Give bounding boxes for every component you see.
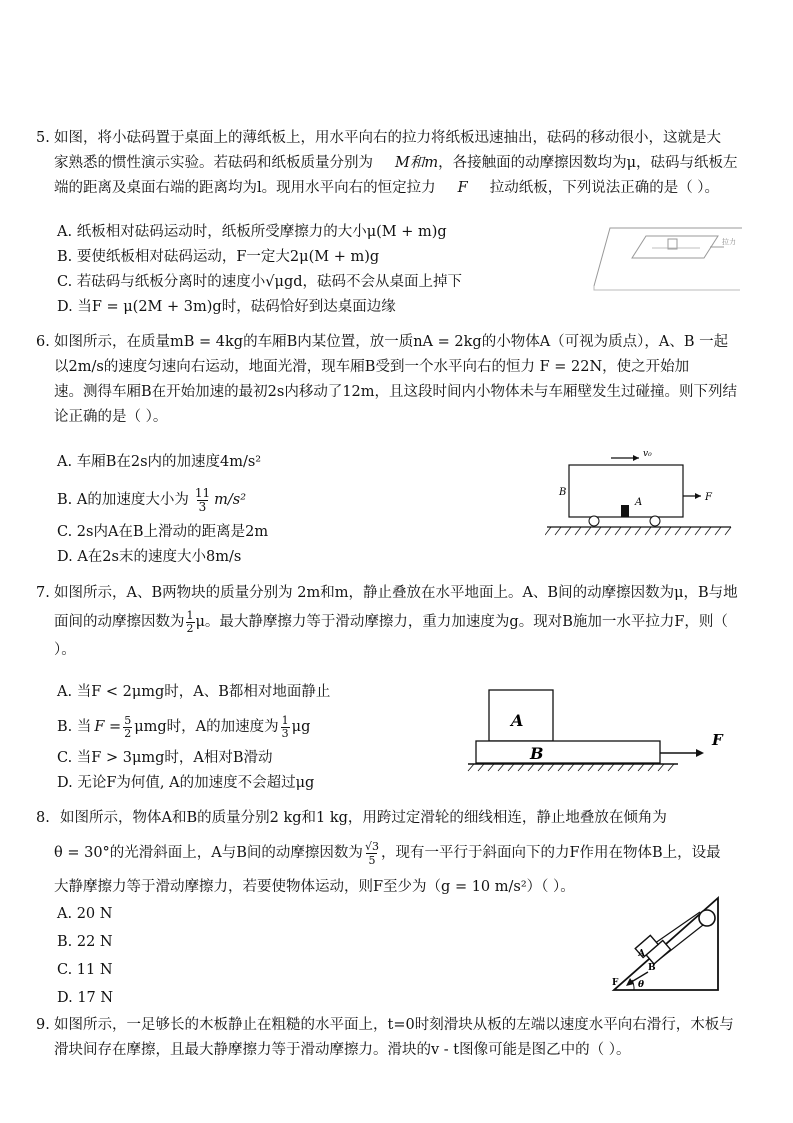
q8-text: 大静摩擦力等于滑动摩擦力，若要使物体运动，则F至少为（g = 10 m/s²）（ ）。 <box>54 879 575 895</box>
option-c[interactable]: C. 当F > 3μmg时，A相对B滑动 <box>57 750 273 766</box>
B-label: B <box>648 963 656 973</box>
option-b[interactable] <box>57 480 268 520</box>
fraction <box>365 840 379 867</box>
unit: m/s² <box>214 491 247 508</box>
question-6 <box>36 330 748 430</box>
option-b[interactable]: B. 22 N <box>57 934 113 950</box>
question-number: 9. <box>36 1017 50 1033</box>
fraction-den: 5 <box>368 853 376 867</box>
option-d[interactable]: D. 无论F为何值, A的加速度不会超过μg <box>57 775 315 791</box>
fraction-den: 2 <box>124 726 132 740</box>
q5-var-masses: M和m <box>395 155 439 171</box>
question-number: 8. <box>36 810 50 826</box>
fraction-num: 1 <box>186 608 194 622</box>
question-7 <box>36 581 748 663</box>
q5-var-F: F <box>457 180 468 196</box>
q7-figure <box>464 687 736 775</box>
q5-options <box>57 220 462 320</box>
fraction <box>186 610 195 635</box>
question-number: 6. <box>36 334 50 350</box>
q6-text: 以2m/s的速度匀速向右运动，地面光滑，现车厢B受到一个水平向右的恒力 F = 22N，使之开始加 <box>54 359 690 375</box>
q7-text: 如图所示，A、B两物块的质量分别为 2m和m，静止叠放在水平地面上。A、B间的动摩擦因数为μ，B与地 <box>54 585 738 601</box>
fraction-num: 5 <box>124 713 132 727</box>
B-label: B <box>530 744 544 763</box>
fraction <box>195 487 210 514</box>
q5-text: ，各接触面的动摩擦因数均为μ，砝码与纸板左 <box>438 155 738 171</box>
option-c[interactable]: C. 11 N <box>57 962 113 978</box>
fraction-num: 1 <box>281 713 289 727</box>
q6-text: 如图所示，在质量mB = 4kg的车厢B内某位置，放一质nA = 2kg的小物体A（可视为质点），A、B 一起 <box>54 334 729 350</box>
option-d[interactable]: D. A在2s末的速度大小8m/s <box>57 549 242 565</box>
q6-text: 论正确的是（ ）。 <box>54 409 168 425</box>
q8-text: 如图所示，物体A和B的质量分别2 kg和1 kg，用跨过定滑轮的细线相连，静止地叠放在倾角为 <box>60 810 667 826</box>
option-c[interactable]: C. 若砝码与纸板分离时的速度小√μgd，砝码不会从桌面上掉下 <box>57 274 463 290</box>
option-a[interactable]: A. 20 N <box>57 906 113 922</box>
pull-label: 拉力 <box>722 238 736 246</box>
A-label: A <box>511 711 524 730</box>
q5-text: 拉动纸板，下列说法正确的是（ ）。 <box>489 180 720 196</box>
option-b-end: μg <box>291 718 311 735</box>
q7-text: 面间的动摩擦因数为 <box>54 613 185 630</box>
option-b[interactable] <box>57 708 330 746</box>
fraction-den: 3 <box>281 726 289 740</box>
question-number: 5. <box>36 130 50 146</box>
q7-options <box>57 680 330 796</box>
question-8 <box>36 806 748 900</box>
question-9 <box>36 1013 748 1063</box>
option-b-mid: μmg时，A的加速度为 <box>134 718 279 735</box>
q8-text: θ = 30°的光滑斜面上，A与B间的动摩擦因数为 <box>54 844 363 861</box>
q5-text: 如图，将小砝码置于桌面上的薄纸板上，用水平向右的拉力将纸板迅速抽出，砝码的移动很小，这就是大 <box>54 130 721 146</box>
A-label: A <box>638 949 645 959</box>
v-label: v₀ <box>643 449 652 459</box>
option-b-text: B. A的加速度大小为 <box>57 491 189 508</box>
q9-text: 滑块间存在摩擦，且最大静摩擦力等于滑动摩擦力。滑块的v - t图像可能是图乙中的（ ）。 <box>54 1042 631 1058</box>
B-label: B <box>559 487 567 498</box>
A-label: A <box>635 497 643 508</box>
F-label: F <box>612 978 619 988</box>
question-5 <box>36 126 748 201</box>
q6-text: 速。测得车厢B在开始加速的最初2s内移动了12m，且这段时间内小物体未与车厢壁发生过碰撞。则下列结 <box>54 384 738 400</box>
fraction-den: 3 <box>198 499 207 514</box>
q7-text: ）。 <box>54 642 76 658</box>
option-c[interactable]: C. 2s内A在B上滑动的距离是2m <box>57 524 269 540</box>
q9-text: 如图所示，一足够长的木板静止在粗糙的水平面上，t=0时刻滑块从板的左端以速度水平向右滑行，木板与 <box>54 1017 734 1033</box>
q5-text: 端的距离及桌面右端的距离均为l。现用水平向右的恒定拉力 <box>54 180 436 196</box>
q8-figure <box>608 894 726 996</box>
theta-label: θ <box>638 980 645 990</box>
fraction <box>123 715 132 740</box>
question-number: 7. <box>36 585 50 601</box>
F-label: F <box>712 731 723 749</box>
option-b-text: B. 当 <box>57 718 92 735</box>
fraction-num: 11 <box>194 485 211 500</box>
lhs: F = <box>94 718 122 735</box>
option-b[interactable]: B. 要使纸板相对砝码运动，F一定大2μ(M + m)g <box>57 249 380 265</box>
q6-figure <box>545 447 737 539</box>
q5-text: 家熟悉的惯性演示实验。若砝码和纸板质量分别为 <box>54 155 373 171</box>
fraction <box>281 715 290 740</box>
q5-figure <box>592 222 748 294</box>
q8-options <box>57 902 113 1014</box>
option-a[interactable]: A. 当F < 2μmg时，A、B都相对地面静止 <box>57 684 331 700</box>
option-d[interactable]: D. 当F = μ(2M + 3m)g时，砝码恰好到达桌面边缘 <box>57 299 396 315</box>
option-d[interactable]: D. 17 N <box>57 990 114 1006</box>
option-a[interactable]: A. 纸板相对砝码运动时，纸板所受摩擦力的大小μ(M + m)g <box>57 224 447 240</box>
fraction-num: √3 <box>364 839 379 853</box>
q7-text: μ。最大静摩擦力等于滑动摩擦力，重力加速度为g。现对B施加一水平拉力F，则（ <box>195 613 728 630</box>
F-label: F <box>705 492 712 503</box>
fraction-den: 2 <box>186 621 194 635</box>
q6-options <box>57 450 268 570</box>
option-a[interactable]: A. 车厢B在2s内的加速度4m/s² <box>57 454 262 470</box>
q8-text: ，现有一平行于斜面向下的力F作用在物体B上，设最 <box>380 844 721 861</box>
